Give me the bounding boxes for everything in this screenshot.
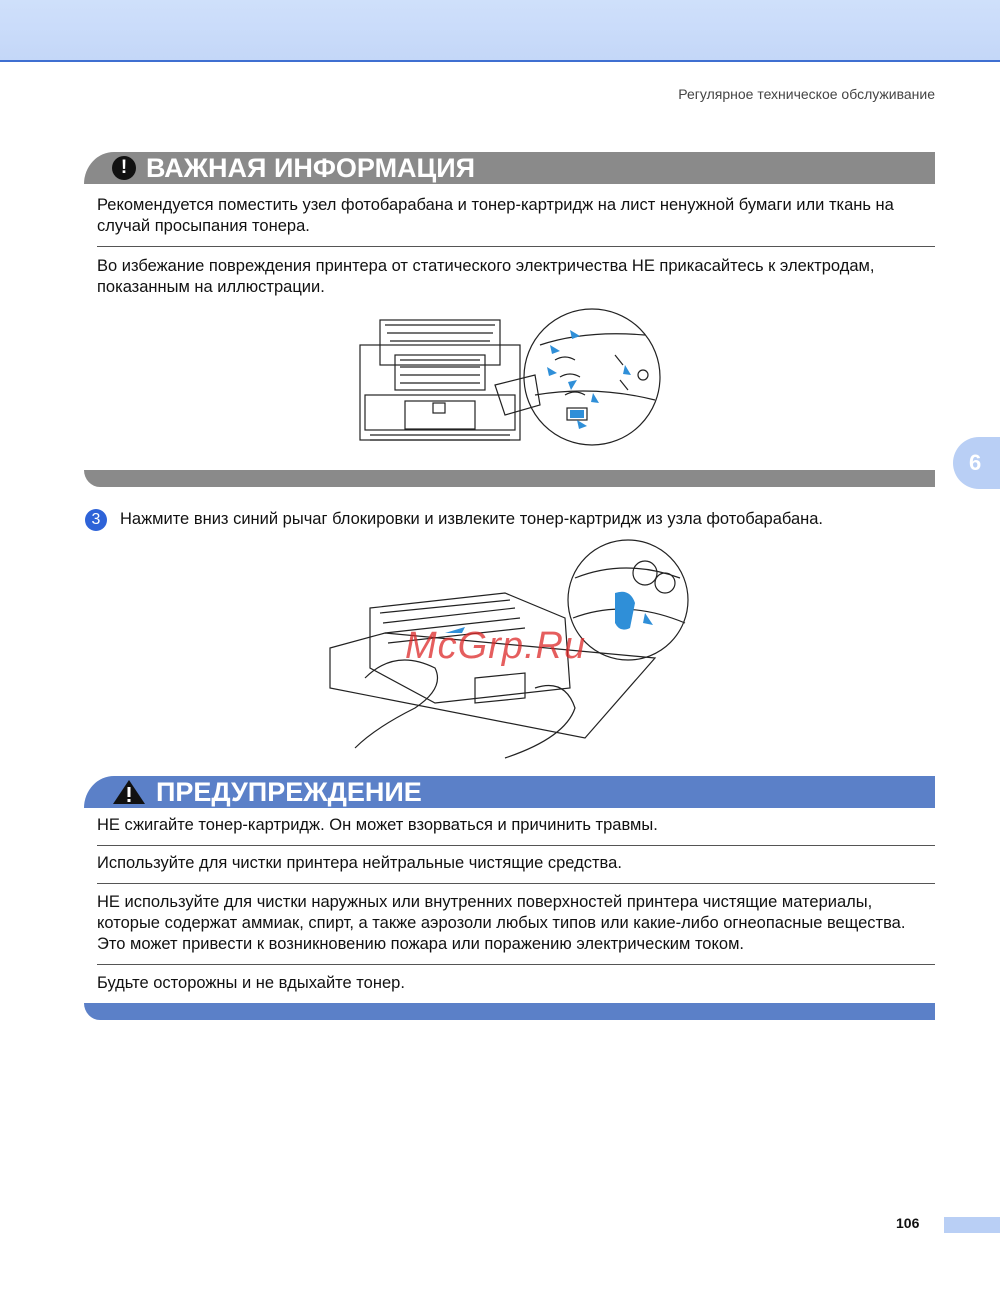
running-header: Регулярное техническое обслуживание xyxy=(678,86,935,102)
page-number-tab xyxy=(944,1217,1000,1233)
top-header-band xyxy=(0,0,1000,62)
warning-paragraph-1: НЕ сжигайте тонер-картридж. Он может взорваться и причинить травмы. xyxy=(97,816,658,834)
divider xyxy=(97,964,935,965)
warning-banner xyxy=(84,776,935,808)
chapter-tab: 6 xyxy=(953,437,1000,489)
divider xyxy=(97,883,935,884)
step-instruction: Нажмите вниз синий рычаг блокировки и извлеките тонер-картридж из узла фотобарабана. xyxy=(120,510,824,528)
warning-end-bar xyxy=(84,1003,935,1020)
printer-electrodes-illustration xyxy=(355,305,665,455)
warning-paragraph-2: Используйте для чистки принтера нейтральные чистящие средства. xyxy=(97,854,622,872)
important-banner xyxy=(84,152,935,184)
important-end-bar xyxy=(84,470,935,487)
watermark: McGrp.Ru xyxy=(405,625,587,667)
warning-paragraph-3: НЕ используйте для чистки наружных или внутренних поверхностей принтера чистящие материалы, которые содержат аммиак, спирт, а также аэрозоли любых типов или какие-либо огнеопасные вещества. Это может привести к возникновению пожара или поражению электрическим током. xyxy=(97,893,906,953)
page-number: 106 xyxy=(896,1215,920,1231)
important-paragraph-2: Во избежание повреждения принтера от статического электричества НЕ прикасайтесь к электродам, показанным на иллюстрации. xyxy=(97,257,875,296)
warning-triangle-icon xyxy=(112,779,146,805)
step-number-badge: 3 xyxy=(85,509,107,531)
exclamation-icon: ! xyxy=(112,156,136,180)
divider xyxy=(97,246,935,247)
warning-title: ПРЕДУПРЕЖДЕНИЕ xyxy=(156,777,422,807)
important-title: ВАЖНАЯ ИНФОРМАЦИЯ xyxy=(146,153,476,183)
warning-paragraph-4: Будьте осторожны и не вдыхайте тонер. xyxy=(97,974,405,992)
divider xyxy=(97,845,935,846)
important-paragraph-1: Рекомендуется поместить узел фотобарабана и тонер-картридж на лист ненужной бумаги или ткань на случай просыпания тонера. xyxy=(97,196,894,235)
